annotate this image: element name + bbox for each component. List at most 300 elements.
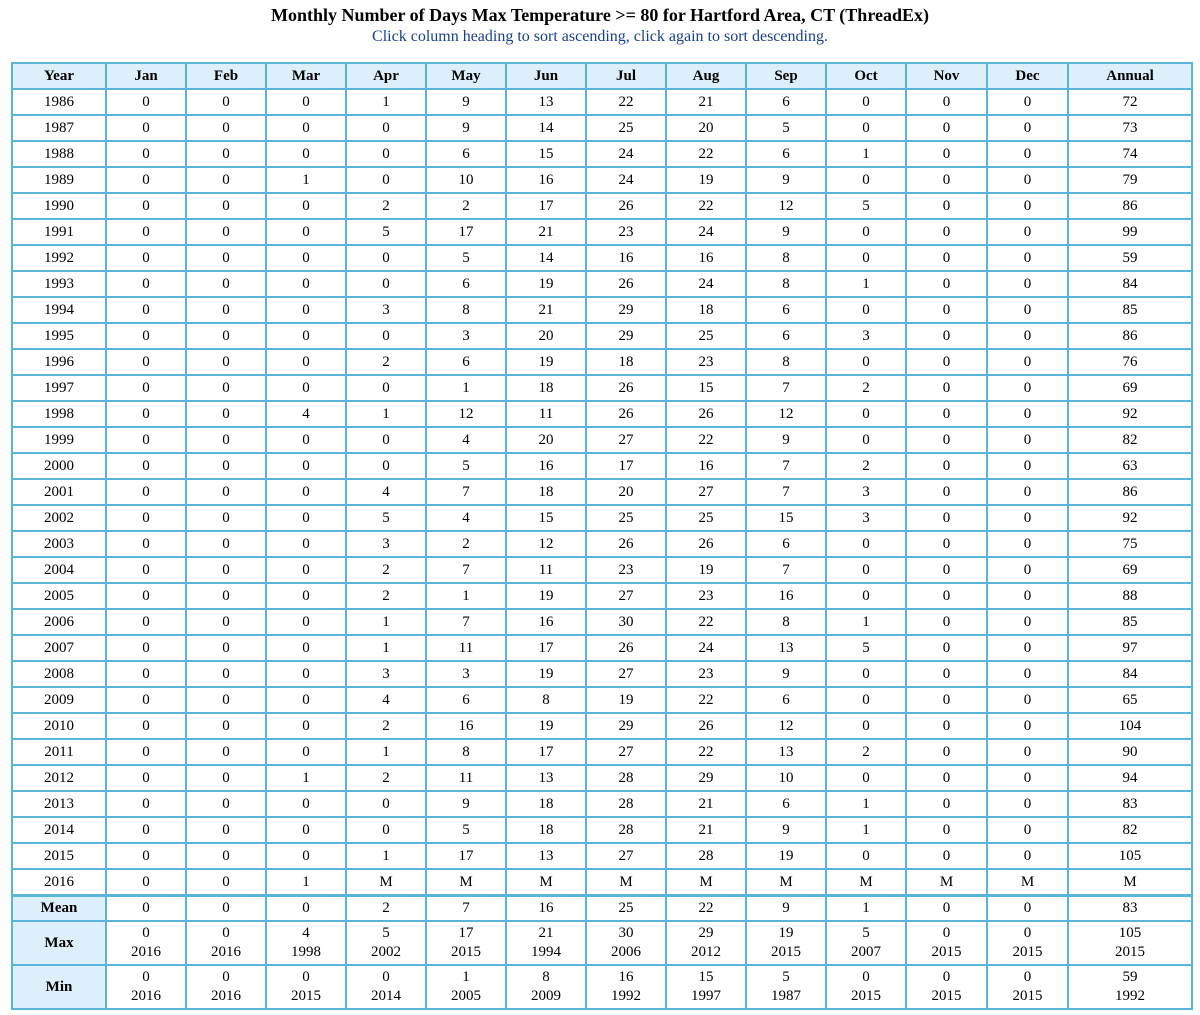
data-cell: 0 bbox=[186, 661, 266, 687]
data-cell: 0 bbox=[266, 89, 346, 115]
data-cell: 0 bbox=[987, 635, 1068, 661]
data-cell: 0 bbox=[106, 141, 186, 167]
data-cell: 9 bbox=[746, 219, 826, 245]
min-label: Min bbox=[12, 965, 106, 1009]
table-row bbox=[12, 557, 1192, 583]
data-cell: 1 bbox=[426, 583, 506, 609]
data-cell: 2 bbox=[346, 765, 426, 791]
max-cell bbox=[826, 921, 906, 965]
max-cell bbox=[346, 921, 426, 965]
data-cell: M bbox=[426, 869, 506, 896]
data-cell: 0 bbox=[186, 89, 266, 115]
data-cell: 0 bbox=[987, 687, 1068, 713]
data-cell: 0 bbox=[106, 453, 186, 479]
min-value: 0 bbox=[222, 969, 230, 985]
data-cell: 6 bbox=[746, 141, 826, 167]
year-cell: 2005 bbox=[12, 583, 106, 609]
max-row bbox=[12, 921, 1192, 965]
data-cell: 20 bbox=[506, 323, 586, 349]
data-cell: 0 bbox=[186, 765, 266, 791]
data-cell: 3 bbox=[826, 505, 906, 531]
data-cell: 13 bbox=[746, 739, 826, 765]
column-header-jul[interactable]: Jul bbox=[586, 63, 666, 89]
table-row bbox=[12, 89, 1192, 115]
data-cell: 13 bbox=[506, 89, 586, 115]
column-header-oct[interactable]: Oct bbox=[826, 63, 906, 89]
data-cell: 4 bbox=[346, 479, 426, 505]
data-cell: 0 bbox=[186, 375, 266, 401]
data-cell: 0 bbox=[346, 453, 426, 479]
data-cell: 0 bbox=[106, 739, 186, 765]
year-cell: 1996 bbox=[12, 349, 106, 375]
data-cell: 16 bbox=[506, 167, 586, 193]
data-cell: 0 bbox=[906, 583, 987, 609]
data-cell: 0 bbox=[987, 453, 1068, 479]
year-cell: 2014 bbox=[12, 817, 106, 843]
data-cell: 0 bbox=[826, 401, 906, 427]
max-year: 2015 bbox=[1012, 944, 1043, 960]
data-cell: 29 bbox=[666, 765, 746, 791]
data-cell: 12 bbox=[426, 401, 506, 427]
table-row bbox=[12, 791, 1192, 817]
max-value: 4 bbox=[302, 925, 310, 941]
year-cell: 1995 bbox=[12, 323, 106, 349]
column-header-sep[interactable]: Sep bbox=[746, 63, 826, 89]
table-row bbox=[12, 531, 1192, 557]
min-year: 1987 bbox=[771, 988, 801, 1004]
data-cell: 0 bbox=[826, 557, 906, 583]
min-year: 2015 bbox=[291, 988, 321, 1004]
min-value: 5 bbox=[782, 969, 790, 985]
data-cell: 4 bbox=[266, 401, 346, 427]
data-cell: M bbox=[906, 869, 987, 896]
column-header-year[interactable]: Year bbox=[12, 63, 106, 89]
data-cell: 14 bbox=[506, 245, 586, 271]
max-year: 1998 bbox=[291, 944, 321, 960]
data-cell: 0 bbox=[346, 141, 426, 167]
min-value: 15 bbox=[698, 969, 714, 985]
data-cell: 0 bbox=[346, 271, 426, 297]
min-year: 2015 bbox=[851, 988, 881, 1004]
data-cell: 4 bbox=[426, 427, 506, 453]
data-cell: 27 bbox=[666, 479, 746, 505]
data-cell: 9 bbox=[746, 167, 826, 193]
column-header-aug[interactable]: Aug bbox=[666, 63, 746, 89]
mean-cell: 0 bbox=[906, 896, 987, 922]
table-row bbox=[12, 141, 1192, 167]
data-cell: 13 bbox=[746, 635, 826, 661]
data-cell: 24 bbox=[586, 167, 666, 193]
year-cell: 1988 bbox=[12, 141, 106, 167]
data-cell: 0 bbox=[987, 375, 1068, 401]
sort-instructions: Click column heading to sort ascending, click again to sort descending. bbox=[372, 28, 828, 45]
data-cell: 5 bbox=[746, 115, 826, 141]
data-cell: 86 bbox=[1068, 479, 1192, 505]
data-cell: 0 bbox=[186, 843, 266, 869]
mean-cell: 22 bbox=[666, 896, 746, 922]
data-cell: 0 bbox=[186, 479, 266, 505]
data-cell: M bbox=[826, 869, 906, 896]
temperature-days-table bbox=[11, 62, 1193, 1010]
data-cell: 0 bbox=[186, 219, 266, 245]
table-row bbox=[12, 661, 1192, 687]
year-cell: 2003 bbox=[12, 531, 106, 557]
data-cell: 0 bbox=[186, 245, 266, 271]
min-year: 2014 bbox=[371, 988, 401, 1004]
data-cell: 26 bbox=[586, 193, 666, 219]
table-row bbox=[12, 479, 1192, 505]
data-cell: 28 bbox=[586, 765, 666, 791]
year-cell: 1998 bbox=[12, 401, 106, 427]
min-year: 1997 bbox=[691, 988, 721, 1004]
data-cell: 0 bbox=[266, 193, 346, 219]
data-cell: 0 bbox=[106, 193, 186, 219]
max-value: 0 bbox=[1023, 925, 1032, 941]
data-cell: 9 bbox=[746, 427, 826, 453]
data-cell: 0 bbox=[826, 219, 906, 245]
column-header-jun[interactable]: Jun bbox=[506, 63, 586, 89]
column-header-apr[interactable]: Apr bbox=[346, 63, 426, 89]
table-row bbox=[12, 297, 1192, 323]
data-cell: 83 bbox=[1068, 791, 1192, 817]
data-cell: 5 bbox=[426, 817, 506, 843]
year-cell: 2009 bbox=[12, 687, 106, 713]
data-cell: 1 bbox=[266, 167, 346, 193]
data-cell: 0 bbox=[987, 245, 1068, 271]
data-cell: 0 bbox=[266, 141, 346, 167]
min-cell bbox=[746, 965, 826, 1009]
min-year: 2005 bbox=[451, 988, 481, 1004]
data-cell: 0 bbox=[826, 167, 906, 193]
page-title: Monthly Number of Days Max Temperature >= 80 for Hartford Area, CT (ThreadEx) bbox=[271, 5, 929, 25]
data-cell: 25 bbox=[586, 505, 666, 531]
data-cell: 0 bbox=[826, 583, 906, 609]
data-cell: 0 bbox=[826, 713, 906, 739]
data-cell: 24 bbox=[666, 635, 746, 661]
data-cell: 0 bbox=[906, 115, 987, 141]
data-cell: 0 bbox=[186, 713, 266, 739]
mean-cell: 0 bbox=[987, 896, 1068, 922]
data-cell: 85 bbox=[1068, 609, 1192, 635]
data-cell: 10 bbox=[426, 167, 506, 193]
column-header-mar[interactable]: Mar bbox=[266, 63, 346, 89]
data-cell: 0 bbox=[106, 219, 186, 245]
data-cell: 27 bbox=[586, 843, 666, 869]
min-cell bbox=[1068, 965, 1192, 1009]
data-cell: 22 bbox=[666, 427, 746, 453]
data-cell: 17 bbox=[426, 219, 506, 245]
data-cell: 26 bbox=[586, 271, 666, 297]
data-cell: 0 bbox=[106, 245, 186, 271]
min-cell bbox=[586, 965, 666, 1009]
data-cell: 0 bbox=[266, 219, 346, 245]
data-cell: 0 bbox=[987, 817, 1068, 843]
data-cell: 5 bbox=[826, 635, 906, 661]
table-row bbox=[12, 271, 1192, 297]
max-year: 2015 bbox=[1115, 944, 1145, 960]
data-cell: 0 bbox=[106, 323, 186, 349]
min-value: 0 bbox=[942, 969, 951, 985]
column-header-nov[interactable]: Nov bbox=[906, 63, 987, 89]
data-cell: 18 bbox=[506, 791, 586, 817]
data-cell: 0 bbox=[106, 89, 186, 115]
data-cell: 1 bbox=[346, 635, 426, 661]
table-body bbox=[12, 89, 1192, 896]
data-cell: 0 bbox=[106, 401, 186, 427]
data-cell: 2 bbox=[346, 583, 426, 609]
data-cell: 0 bbox=[826, 427, 906, 453]
table-row bbox=[12, 817, 1192, 843]
mean-row bbox=[12, 896, 1192, 922]
data-cell: 0 bbox=[346, 245, 426, 271]
data-cell: 3 bbox=[346, 531, 426, 557]
data-cell: 0 bbox=[266, 817, 346, 843]
data-cell: 12 bbox=[746, 401, 826, 427]
data-cell: 12 bbox=[506, 531, 586, 557]
data-cell: 23 bbox=[666, 583, 746, 609]
data-cell: 0 bbox=[346, 817, 426, 843]
data-cell: 21 bbox=[506, 219, 586, 245]
max-cell bbox=[666, 921, 746, 965]
data-cell: 0 bbox=[266, 739, 346, 765]
data-cell: 0 bbox=[186, 505, 266, 531]
data-cell: 88 bbox=[1068, 583, 1192, 609]
data-cell: 0 bbox=[106, 505, 186, 531]
data-cell: 8 bbox=[426, 739, 506, 765]
data-cell: 6 bbox=[746, 531, 826, 557]
column-header-jan[interactable]: Jan bbox=[106, 63, 186, 89]
max-cell bbox=[586, 921, 666, 965]
data-cell: 0 bbox=[186, 193, 266, 219]
data-cell: 90 bbox=[1068, 739, 1192, 765]
data-cell: 29 bbox=[586, 713, 666, 739]
data-cell: 16 bbox=[506, 609, 586, 635]
data-cell: 14 bbox=[506, 115, 586, 141]
max-value: 17 bbox=[458, 925, 474, 941]
data-cell: 0 bbox=[987, 609, 1068, 635]
data-cell: 26 bbox=[586, 635, 666, 661]
year-cell: 1986 bbox=[12, 89, 106, 115]
data-cell: 0 bbox=[987, 583, 1068, 609]
min-row bbox=[12, 965, 1192, 1009]
max-year: 2006 bbox=[611, 944, 641, 960]
data-cell: 19 bbox=[506, 713, 586, 739]
min-year: 2009 bbox=[531, 988, 561, 1004]
min-year: 2016 bbox=[131, 988, 161, 1004]
data-cell: M bbox=[586, 869, 666, 896]
data-cell: 2 bbox=[826, 453, 906, 479]
column-header-annual[interactable]: Annual bbox=[1068, 63, 1192, 89]
data-cell: 18 bbox=[506, 375, 586, 401]
table-row bbox=[12, 323, 1192, 349]
data-cell: 24 bbox=[666, 271, 746, 297]
data-cell: 16 bbox=[426, 713, 506, 739]
min-cell bbox=[426, 965, 506, 1009]
min-value: 8 bbox=[542, 969, 550, 985]
data-cell: 0 bbox=[987, 791, 1068, 817]
data-cell: 25 bbox=[586, 115, 666, 141]
data-cell: 18 bbox=[506, 817, 586, 843]
data-cell: 0 bbox=[906, 271, 987, 297]
data-cell: 19 bbox=[506, 271, 586, 297]
max-label: Max bbox=[12, 921, 106, 965]
data-cell: 0 bbox=[906, 141, 987, 167]
data-cell: 21 bbox=[666, 791, 746, 817]
max-value: 0 bbox=[142, 925, 150, 941]
data-cell: 0 bbox=[266, 453, 346, 479]
data-cell: 0 bbox=[106, 583, 186, 609]
data-cell: 1 bbox=[346, 739, 426, 765]
data-cell: 0 bbox=[906, 89, 987, 115]
data-cell: 0 bbox=[826, 297, 906, 323]
data-cell: 0 bbox=[987, 219, 1068, 245]
data-cell: 0 bbox=[186, 271, 266, 297]
data-cell: 1 bbox=[266, 869, 346, 896]
mean-cell: 83 bbox=[1068, 896, 1192, 922]
data-cell: 20 bbox=[666, 115, 746, 141]
data-cell: 0 bbox=[266, 297, 346, 323]
data-cell: 2 bbox=[426, 193, 506, 219]
min-year: 2015 bbox=[931, 988, 962, 1004]
data-cell: 0 bbox=[186, 141, 266, 167]
data-cell: 0 bbox=[987, 661, 1068, 687]
data-cell: 0 bbox=[266, 245, 346, 271]
table-row bbox=[12, 349, 1192, 375]
data-cell: 16 bbox=[586, 245, 666, 271]
year-cell: 2007 bbox=[12, 635, 106, 661]
data-cell: 0 bbox=[106, 297, 186, 323]
max-value: 30 bbox=[618, 925, 634, 941]
data-cell: 19 bbox=[506, 661, 586, 687]
data-cell: 23 bbox=[586, 219, 666, 245]
data-cell: 84 bbox=[1068, 271, 1192, 297]
data-cell: 0 bbox=[906, 479, 987, 505]
data-cell: 1 bbox=[346, 609, 426, 635]
data-cell: 2 bbox=[346, 713, 426, 739]
year-cell: 2016 bbox=[12, 869, 106, 896]
data-cell: 18 bbox=[586, 349, 666, 375]
year-cell: 2015 bbox=[12, 843, 106, 869]
year-cell: 2008 bbox=[12, 661, 106, 687]
data-cell: 23 bbox=[666, 661, 746, 687]
data-cell: 27 bbox=[586, 427, 666, 453]
data-cell: 0 bbox=[266, 635, 346, 661]
data-cell: 0 bbox=[987, 739, 1068, 765]
data-cell: 28 bbox=[586, 817, 666, 843]
max-year: 2007 bbox=[851, 944, 881, 960]
data-cell: 0 bbox=[266, 687, 346, 713]
data-cell: 69 bbox=[1068, 557, 1192, 583]
year-cell: 1991 bbox=[12, 219, 106, 245]
data-cell: 0 bbox=[987, 193, 1068, 219]
data-cell: 24 bbox=[586, 141, 666, 167]
data-cell: 3 bbox=[826, 323, 906, 349]
max-year: 1994 bbox=[531, 944, 561, 960]
data-cell: 0 bbox=[826, 531, 906, 557]
data-cell: 8 bbox=[746, 349, 826, 375]
data-cell: 74 bbox=[1068, 141, 1192, 167]
data-cell: 6 bbox=[426, 141, 506, 167]
min-cell bbox=[106, 965, 186, 1009]
data-cell: 0 bbox=[906, 713, 987, 739]
data-cell: 0 bbox=[266, 323, 346, 349]
year-cell: 2002 bbox=[12, 505, 106, 531]
column-header-feb[interactable]: Feb bbox=[186, 63, 266, 89]
column-header-dec[interactable]: Dec bbox=[987, 63, 1068, 89]
data-cell: 11 bbox=[426, 765, 506, 791]
data-cell: 0 bbox=[906, 375, 987, 401]
year-cell: 2004 bbox=[12, 557, 106, 583]
data-cell: 9 bbox=[426, 115, 506, 141]
data-cell: 29 bbox=[586, 297, 666, 323]
data-cell: 0 bbox=[266, 791, 346, 817]
data-cell: 13 bbox=[506, 765, 586, 791]
data-cell: 15 bbox=[666, 375, 746, 401]
data-cell: 16 bbox=[746, 583, 826, 609]
max-value: 5 bbox=[382, 925, 390, 941]
data-cell: 2 bbox=[826, 739, 906, 765]
data-cell: 0 bbox=[266, 271, 346, 297]
data-cell: 5 bbox=[426, 453, 506, 479]
data-cell: 0 bbox=[987, 765, 1068, 791]
data-cell: 1 bbox=[826, 817, 906, 843]
data-cell: 6 bbox=[426, 271, 506, 297]
max-value: 105 bbox=[1118, 925, 1142, 941]
mean-cell: 9 bbox=[746, 896, 826, 922]
data-cell: 0 bbox=[906, 323, 987, 349]
data-cell: 17 bbox=[426, 843, 506, 869]
data-cell: 18 bbox=[506, 479, 586, 505]
data-cell: 17 bbox=[506, 635, 586, 661]
data-cell: 59 bbox=[1068, 245, 1192, 271]
data-cell: 17 bbox=[506, 739, 586, 765]
table-row bbox=[12, 505, 1192, 531]
data-cell: 12 bbox=[746, 713, 826, 739]
data-cell: 0 bbox=[186, 869, 266, 896]
data-cell: 0 bbox=[266, 713, 346, 739]
year-cell: 1987 bbox=[12, 115, 106, 141]
data-cell: 7 bbox=[426, 557, 506, 583]
max-year: 2016 bbox=[211, 944, 241, 960]
year-cell: 1990 bbox=[12, 193, 106, 219]
data-cell: 19 bbox=[666, 167, 746, 193]
table-row bbox=[12, 583, 1192, 609]
data-cell: 21 bbox=[506, 297, 586, 323]
table-row bbox=[12, 765, 1192, 791]
data-cell: 0 bbox=[106, 557, 186, 583]
data-cell: 0 bbox=[106, 687, 186, 713]
data-cell: 15 bbox=[506, 141, 586, 167]
data-cell: 19 bbox=[666, 557, 746, 583]
min-cell bbox=[186, 965, 266, 1009]
data-cell: 1 bbox=[426, 375, 506, 401]
min-value: 0 bbox=[302, 969, 310, 985]
year-cell: 1992 bbox=[12, 245, 106, 271]
data-cell: 0 bbox=[987, 843, 1068, 869]
data-cell: 85 bbox=[1068, 297, 1192, 323]
data-cell: 0 bbox=[987, 557, 1068, 583]
data-cell: 0 bbox=[906, 609, 987, 635]
data-cell: 7 bbox=[426, 609, 506, 635]
data-cell: 86 bbox=[1068, 323, 1192, 349]
max-cell bbox=[987, 921, 1068, 965]
data-cell: 0 bbox=[186, 401, 266, 427]
data-cell: 0 bbox=[266, 505, 346, 531]
data-cell: 5 bbox=[346, 219, 426, 245]
data-cell: 26 bbox=[586, 375, 666, 401]
min-cell bbox=[666, 965, 746, 1009]
column-header-may[interactable]: May bbox=[426, 63, 506, 89]
